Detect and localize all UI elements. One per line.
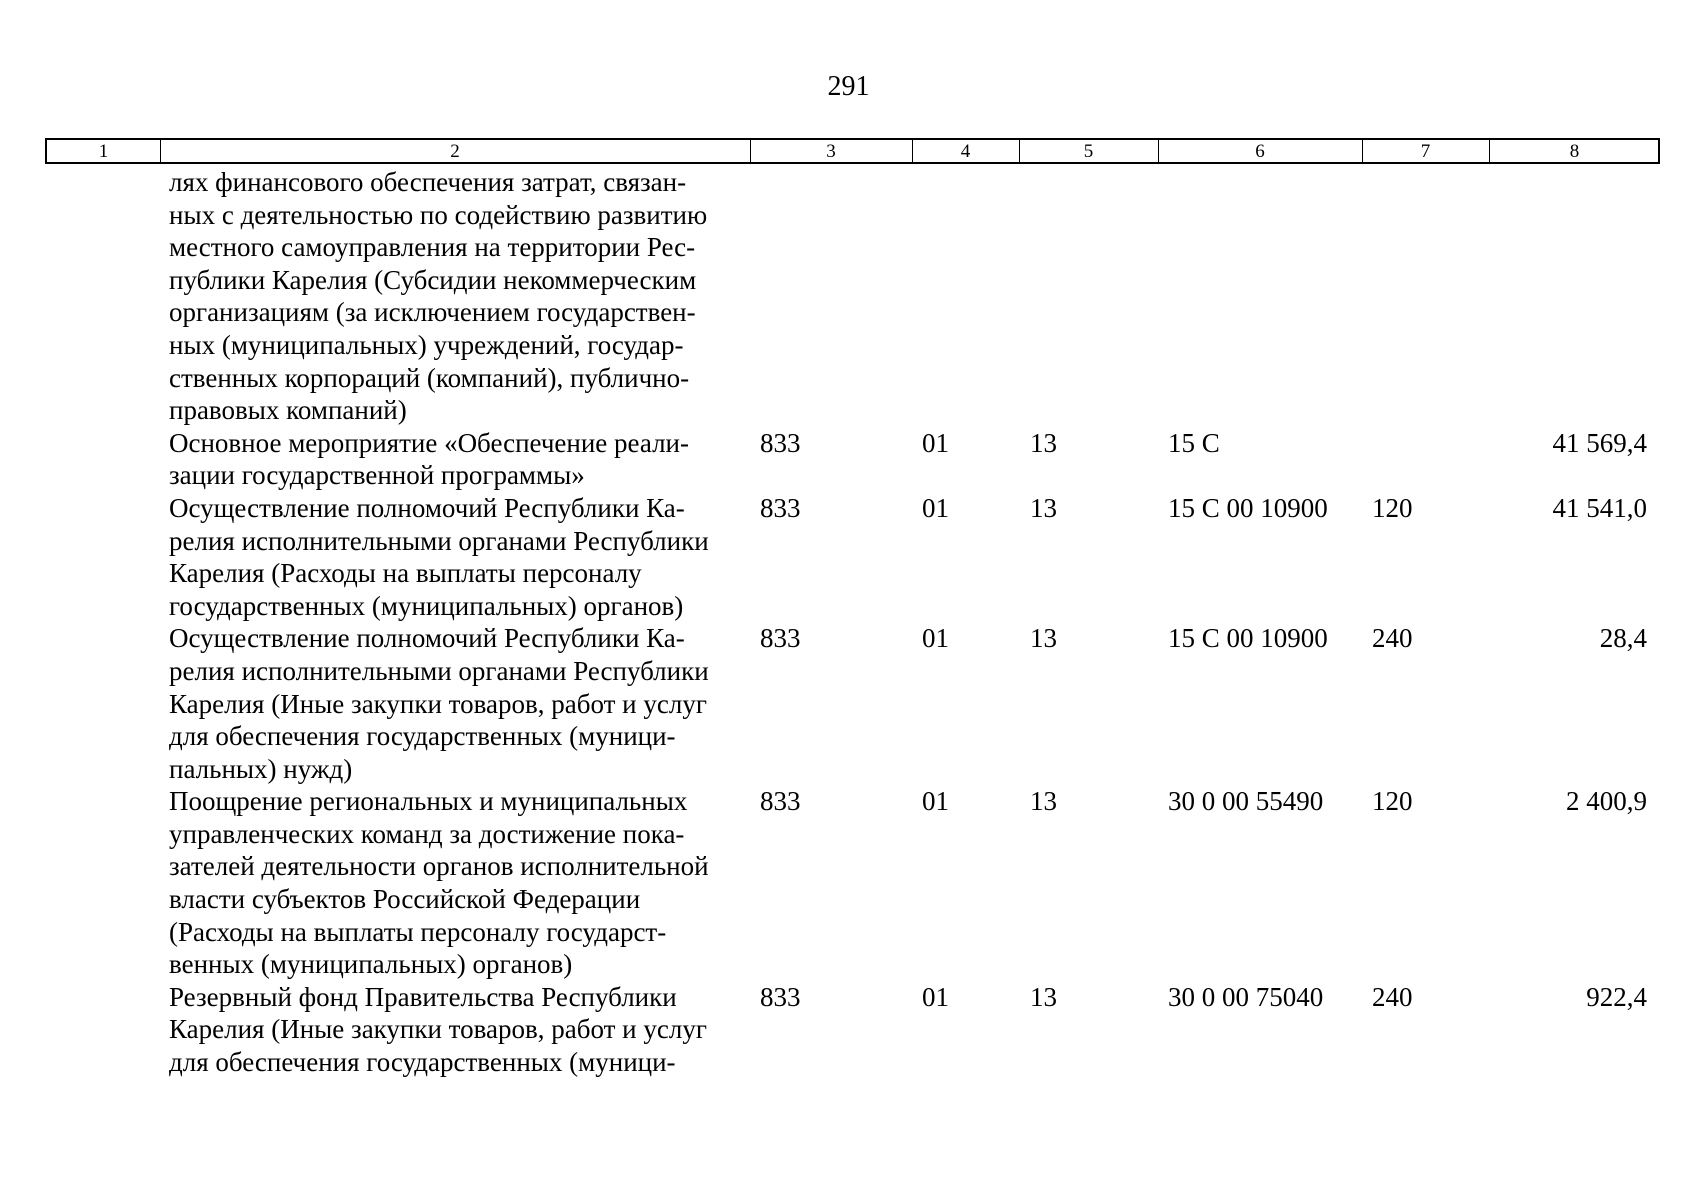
target-article-code: 30 0 00 55490	[1168, 786, 1324, 817]
target-article-code: 30 0 00 75040	[1168, 981, 1324, 1012]
description-line: (Расходы на выплаты персоналу государст-	[169, 916, 667, 947]
description-line: ственных корпораций (компаний), публично-	[169, 362, 690, 393]
description-line: релия исполнительными органами Республики	[169, 525, 709, 556]
department-code: 833	[760, 427, 801, 458]
description-line: Основное мероприятие «Обеспечение реали-	[169, 427, 689, 458]
description-line: релия исполнительными органами Республики	[169, 655, 709, 686]
section-code: 01	[922, 492, 949, 523]
amount: 28,4	[1599, 623, 1647, 654]
department-code: 833	[760, 492, 801, 523]
expense-description	[169, 492, 749, 622]
column-number-2: 2	[450, 141, 460, 162]
column-number-1: 1	[98, 141, 109, 162]
section-code: 01	[922, 981, 949, 1012]
column-number-7: 7	[1420, 141, 1431, 162]
column-number-4: 4	[960, 141, 971, 162]
amount: 922,4	[1586, 981, 1647, 1012]
description-line: Карелия (Расходы на выплаты персоналу	[169, 558, 642, 589]
subsection-code: 13	[1030, 427, 1057, 458]
expense-description	[169, 166, 749, 427]
column-number-6: 6	[1255, 141, 1265, 162]
description-line: венных (муниципальных) органов)	[169, 949, 573, 980]
description-line: для обеспечения государственных (муници-	[169, 1047, 676, 1078]
table-row	[45, 166, 1660, 427]
expense-type-code: 240	[1372, 623, 1413, 654]
table-row	[45, 492, 1660, 622]
amount: 41 569,4	[1552, 427, 1647, 458]
expense-type-code: 240	[1372, 981, 1413, 1012]
table-row	[45, 427, 1660, 492]
description-line: публики Карелия (Субсидии некоммерческим	[169, 264, 697, 295]
table-column-numbers-header	[45, 138, 1660, 164]
description-line: зателей деятельности органов исполнительной	[169, 851, 709, 882]
department-code: 833	[760, 786, 801, 817]
expense-description	[169, 981, 749, 1079]
description-line: ных (муниципальных) учреждений, государ-	[169, 329, 684, 360]
budget-table-body	[45, 166, 1660, 1079]
target-article-code: 15 С 00 10900	[1168, 492, 1328, 523]
section-code: 01	[922, 427, 949, 458]
description-line: Поощрение региональных и муниципальных	[169, 786, 688, 817]
expense-type-code: 120	[1372, 492, 1413, 523]
amount: 41 541,0	[1552, 492, 1647, 523]
column-number-5: 5	[1083, 141, 1094, 162]
target-article-code: 15 С	[1168, 427, 1220, 458]
description-line: правовых компаний)	[169, 395, 407, 426]
description-line: Резервный фонд Правительства Республики	[169, 981, 677, 1012]
description-line: власти субъектов Российской Федерации	[169, 884, 641, 915]
table-row	[45, 981, 1660, 1079]
description-line: ных с деятельностью по содействию развитию	[169, 199, 708, 230]
description-line: организациям (за исключением государствен-	[169, 297, 696, 328]
description-line: государственных (муниципальных) органов)	[169, 590, 684, 621]
expense-type-code: 120	[1372, 786, 1413, 817]
section-code: 01	[922, 786, 949, 817]
subsection-code: 13	[1030, 786, 1057, 817]
expense-description	[169, 427, 749, 492]
description-line: Осуществление полномочий Республики Ка-	[169, 492, 685, 523]
description-line: Карелия (Иные закупки товаров, работ и услуг	[169, 1014, 707, 1045]
department-code: 833	[760, 623, 801, 654]
expense-description	[169, 785, 749, 981]
expense-description	[169, 622, 749, 785]
amount: 2 400,9	[1566, 786, 1647, 817]
page-number: 291	[827, 71, 870, 102]
description-line: местного самоуправления на территории Рес-	[169, 232, 696, 263]
target-article-code: 15 С 00 10900	[1168, 623, 1328, 654]
column-number-3: 3	[826, 141, 836, 162]
description-line: пальных) нужд)	[169, 753, 353, 784]
description-line: зации государственной программы»	[169, 460, 585, 491]
description-line: Осуществление полномочий Республики Ка-	[169, 623, 685, 654]
description-line: управленческих команд за достижение пока-	[169, 818, 685, 849]
column-number-8: 8	[1569, 141, 1580, 162]
subsection-code: 13	[1030, 981, 1057, 1012]
subsection-code: 13	[1030, 623, 1057, 654]
description-line: лях финансового обеспечения затрат, связан-	[169, 167, 687, 197]
description-line: для обеспечения государственных (муници-	[169, 721, 676, 752]
description-line: Карелия (Иные закупки товаров, работ и услуг	[169, 688, 707, 719]
department-code: 833	[760, 981, 801, 1012]
subsection-code: 13	[1030, 492, 1057, 523]
table-row	[45, 622, 1660, 785]
table-row	[45, 785, 1660, 981]
section-code: 01	[922, 623, 949, 654]
